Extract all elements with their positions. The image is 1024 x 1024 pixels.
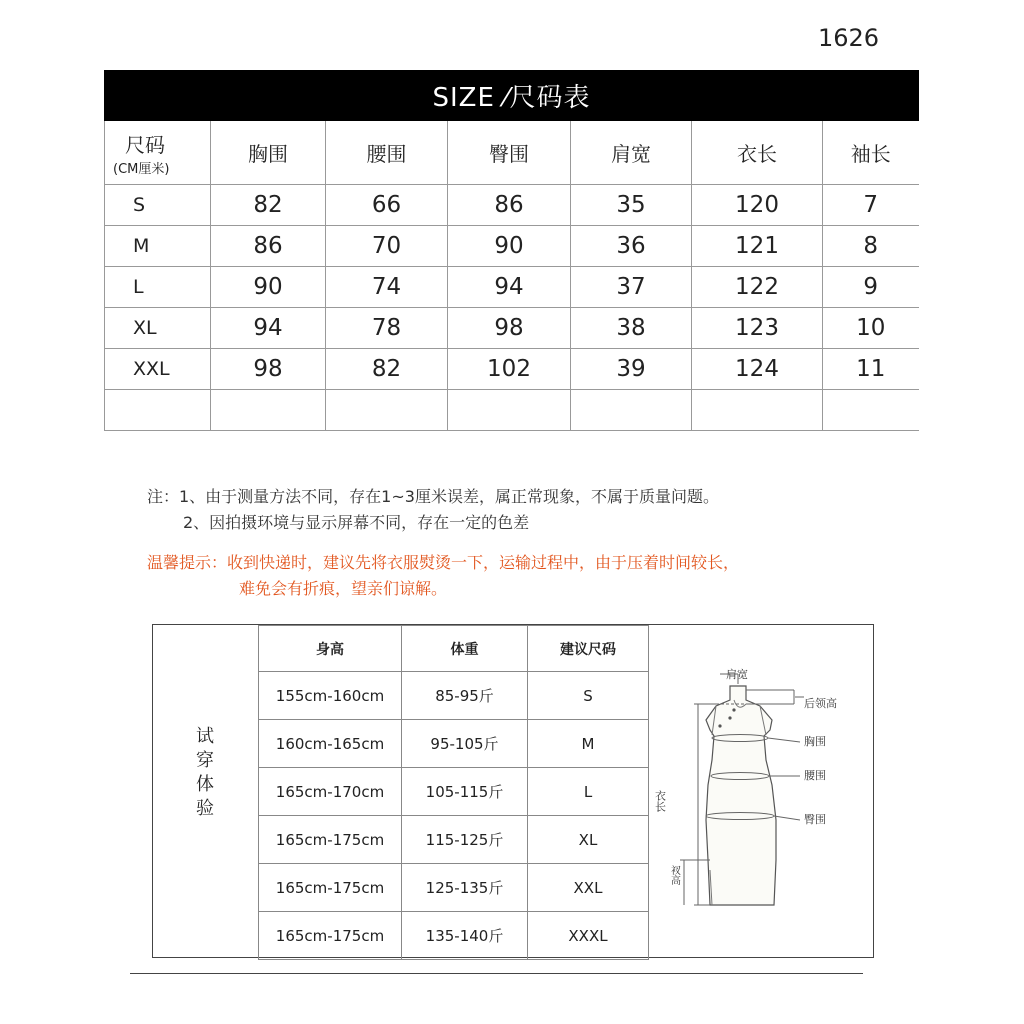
size-cell: XXL: [105, 349, 211, 390]
fit-size-cell: XXL: [528, 864, 649, 912]
empty-cell: [692, 390, 823, 431]
table-row: [105, 226, 919, 267]
fit-weight-cell: 115-125斤: [402, 816, 528, 864]
value-cell: 82: [211, 185, 326, 226]
column-header-shoulder: 肩宽: [571, 121, 692, 185]
fit-height-cell: 165cm-170cm: [259, 768, 402, 816]
value-cell: 86: [211, 226, 326, 267]
table-row: [259, 720, 649, 768]
note-line-2: 2、因拍摄环境与显示屏幕不同，存在一定的色差: [183, 513, 530, 532]
fit-header-weight: 体重: [402, 626, 528, 672]
product-code: 1626: [818, 24, 880, 52]
value-cell: 35: [571, 185, 692, 226]
fit-size-cell: XXXL: [528, 912, 649, 960]
fit-size-cell: M: [528, 720, 649, 768]
value-cell: 74: [326, 267, 448, 308]
size-cell: XL: [105, 308, 211, 349]
value-cell: 90: [211, 267, 326, 308]
fit-height-cell: 165cm-175cm: [259, 816, 402, 864]
value-cell: 86: [448, 185, 571, 226]
value-cell: 38: [571, 308, 692, 349]
bottom-divider: [130, 973, 863, 974]
value-cell: 98: [448, 308, 571, 349]
column-header-sleeve: 袖长: [823, 121, 919, 185]
fit-height-cell: 160cm-165cm: [259, 720, 402, 768]
size-column-header-main: 尺码: [125, 132, 165, 157]
label-length: 衣长: [654, 790, 667, 812]
value-cell: 94: [211, 308, 326, 349]
table-row: [105, 349, 919, 390]
value-cell: 8: [823, 226, 919, 267]
size-cell: S: [105, 185, 211, 226]
fitting-label: 试穿体验: [196, 726, 214, 819]
fitting-table: [258, 625, 649, 960]
fit-weight-cell: 85-95斤: [402, 672, 528, 720]
label-bust: 胸围: [804, 735, 826, 748]
empty-row: [105, 390, 919, 431]
size-column-header: [105, 121, 211, 185]
column-header-bust: 胸围: [211, 121, 326, 185]
fit-height-cell: 155cm-160cm: [259, 672, 402, 720]
size-cell: L: [105, 267, 211, 308]
value-cell: 70: [326, 226, 448, 267]
fit-size-cell: S: [528, 672, 649, 720]
value-cell: 120: [692, 185, 823, 226]
size-table: [104, 70, 919, 431]
fit-size-cell: L: [528, 768, 649, 816]
value-cell: 90: [448, 226, 571, 267]
table-row: [259, 768, 649, 816]
tip-line-1: 温馨提示：收到快递时，建议先将衣服熨烫一下，运输过程中，由于压着时间较长，: [147, 553, 740, 572]
column-header-length: 衣长: [692, 121, 823, 185]
value-cell: 11: [823, 349, 919, 390]
value-cell: 36: [571, 226, 692, 267]
fit-size-cell: XL: [528, 816, 649, 864]
label-waist: 腰围: [804, 769, 826, 782]
fit-height-cell: 165cm-175cm: [259, 864, 402, 912]
value-cell: 102: [448, 349, 571, 390]
tip-line-2: 难免会有折痕，望亲们谅解。: [239, 579, 448, 598]
value-cell: 123: [692, 308, 823, 349]
table-row: [105, 308, 919, 349]
fit-weight-cell: 135-140斤: [402, 912, 528, 960]
value-cell: 78: [326, 308, 448, 349]
value-cell: 39: [571, 349, 692, 390]
fit-height-cell: 165cm-175cm: [259, 912, 402, 960]
column-header-hip: 臀围: [448, 121, 571, 185]
table-row: [259, 864, 649, 912]
empty-cell: [823, 390, 919, 431]
empty-cell: [105, 390, 211, 431]
empty-cell: [211, 390, 326, 431]
value-cell: 7: [823, 185, 919, 226]
empty-cell: [448, 390, 571, 431]
value-cell: 10: [823, 308, 919, 349]
fit-weight-cell: 95-105斤: [402, 720, 528, 768]
table-row: [105, 267, 919, 308]
value-cell: 98: [211, 349, 326, 390]
table-row: [105, 185, 919, 226]
empty-cell: [571, 390, 692, 431]
value-cell: 37: [571, 267, 692, 308]
dress-measurement-diagram: [654, 660, 844, 920]
note-line-1: 注：1、由于测量方法不同，存在1~3厘米误差，属正常现象，不属于质量问题。: [147, 487, 719, 506]
label-collar: 后领高: [804, 697, 837, 710]
value-cell: 94: [448, 267, 571, 308]
column-header-waist: 腰围: [326, 121, 448, 185]
label-hip: 臀围: [804, 813, 826, 826]
label-shoulder: 肩宽: [726, 668, 748, 681]
table-row: [259, 816, 649, 864]
table-row: [259, 672, 649, 720]
table-row: [259, 912, 649, 960]
dress-outline-icon: [706, 686, 776, 905]
fit-header-size: 建议尺码: [528, 626, 649, 672]
fit-header-height: 身高: [259, 626, 402, 672]
value-cell: 121: [692, 226, 823, 267]
empty-cell: [326, 390, 448, 431]
value-cell: 122: [692, 267, 823, 308]
label-slit: 衩高: [668, 865, 680, 885]
value-cell: 9: [823, 267, 919, 308]
value-cell: 82: [326, 349, 448, 390]
fit-weight-cell: 105-115斤: [402, 768, 528, 816]
value-cell: 66: [326, 185, 448, 226]
fit-weight-cell: 125-135斤: [402, 864, 528, 912]
size-column-header-unit: (CM厘米): [113, 161, 170, 177]
size-cell: M: [105, 226, 211, 267]
size-table-title: SIZE ⁄尺码表: [105, 71, 919, 121]
value-cell: 124: [692, 349, 823, 390]
